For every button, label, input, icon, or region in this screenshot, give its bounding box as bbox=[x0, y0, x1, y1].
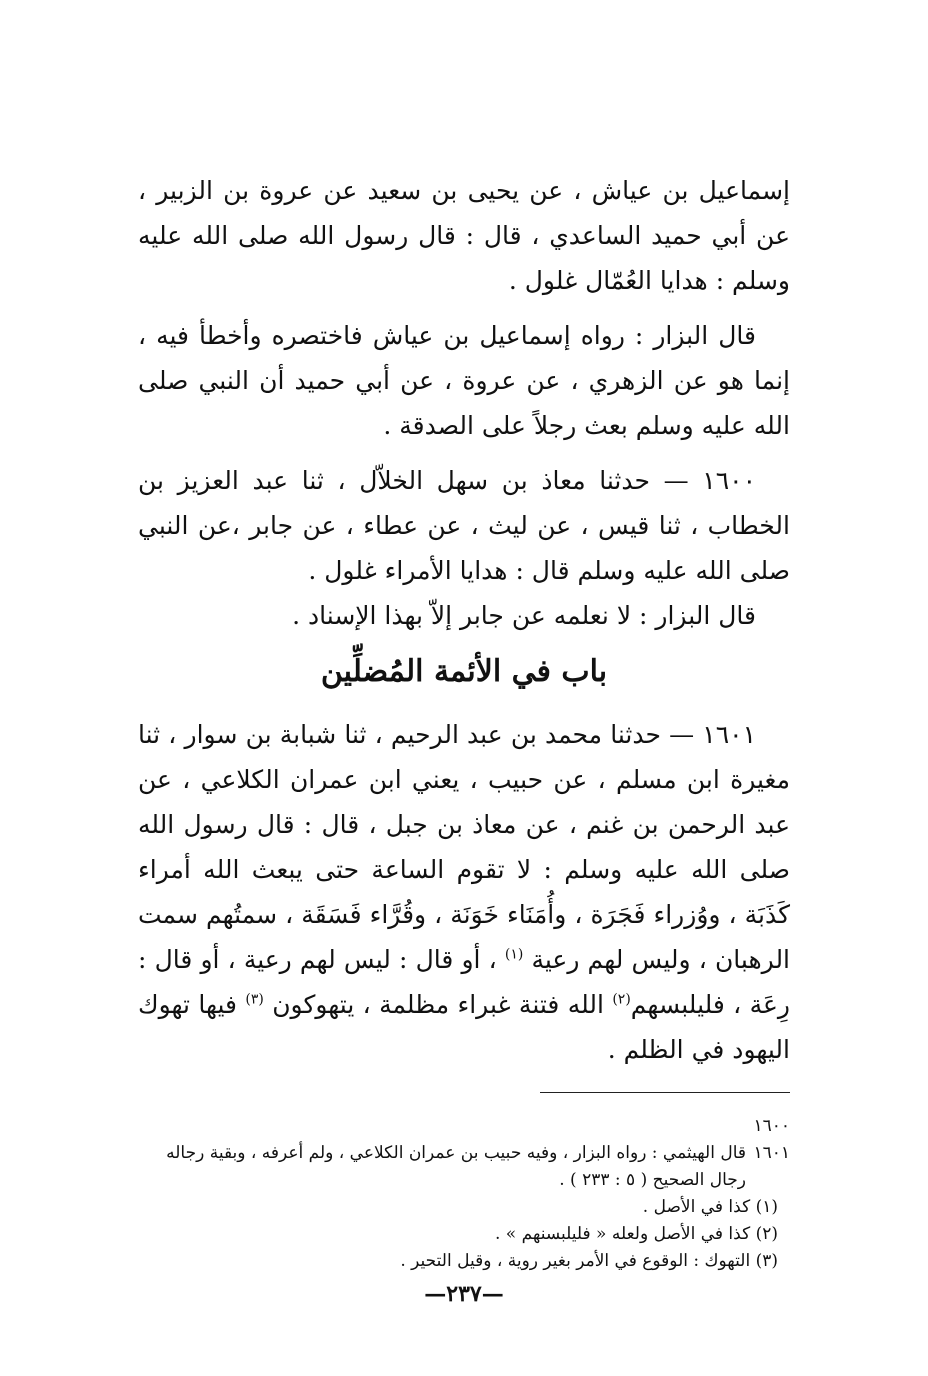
footnote-1: (١) كذا في الأصل . bbox=[642, 1197, 778, 1217]
footnote-marker-3: (٣) bbox=[245, 991, 264, 1008]
paragraph-hadith-1600: ١٦٠٠ — حدثنا معاذ بن سهل الخلاّل ، ثنا عبد العزيز بن الخطاب ، ثنا قيس ، عن ليث ، عن عطاء ، عن جابر ،عن النبي صلى الله عليه وسلم قال : هدايا الأمراء غلول . bbox=[138, 466, 790, 585]
chapter-heading: باب في الأئمة المُضلِّين bbox=[320, 654, 608, 689]
footnote-1601-number: ١٦٠١ bbox=[753, 1143, 790, 1163]
paragraph-hadith-continuation: إسماعيل بن عياش ، عن يحيى بن سعيد عن عروة بن الزبير ، عن أبي حميد الساعدي ، قال : قال رسول الله صلى الله عليه وسلم : هدايا العُمّال غلول . bbox=[138, 176, 790, 295]
footnote-separator bbox=[540, 1092, 790, 1093]
paragraph-bazzar-comment-2: قال البزار : لا نعلمه عن جابر إلاّ بهذا الإسناد . bbox=[292, 601, 756, 630]
paragraph-bazzar-comment-1: قال البزار : رواه إسماعيل بن عياش فاختصره وأخطأ فيه ، إنما هو عن الزهري ، عن عروة ، عن أبي حميد أن النبي صلى الله عليه وسلم بعث رجلاً على الصدقة . bbox=[138, 321, 790, 440]
page-content bbox=[138, 168, 790, 1307]
footnote-1601 bbox=[138, 1140, 790, 1194]
footnote-1601-text: قال الهيثمي : رواه البزار ، وفيه حبيب بن عمران الكلاعي ، ولم أعرفه ، وبقية رجاله رجال الصحيح ( ٥ : ٢٣٣ ) . bbox=[166, 1143, 746, 1190]
footnote-marker-2: (٢) bbox=[612, 991, 631, 1008]
hadith-1601-text-a: ١٦٠١ — حدثنا محمد بن عبد الرحيم ، ثنا شبابة بن سوار ، ثنا مغيرة ابن مسلم ، عن حبيب ، يعني ابن عمران الكلاعي ، عن عبد الرحمن بن غنم ، عن معاذ بن جبل ، قال : قال رسول الله صلى الله عليه وسلم : لا تقوم الساعة حتى يبعث الله أمراء كَذَبَة ، ووُزراء فَجَرَة ، وأُمَنَاء خَوَنَة ، وقُرَّاء فَسَقَة ، سمتُهم سمت الرهبان ، وليس لهم رعية bbox=[138, 720, 791, 974]
footnote-1600 bbox=[138, 1113, 790, 1140]
footnote-3: (٣) التهوك : الوقوع في الأمر بغير روية ، وقيل التحير . bbox=[400, 1251, 778, 1271]
hadith-1601-text-d: فيها تهوك اليهود في الظلم . bbox=[138, 990, 790, 1064]
paragraph-gap bbox=[138, 448, 790, 458]
footnote-1600-number: ١٦٠٠ bbox=[753, 1116, 790, 1136]
footnote-marker-1: (١) bbox=[504, 946, 524, 963]
footnote-2: (٢) كذا في الأصل ولعله « فليلبسنهم » . bbox=[494, 1224, 778, 1244]
hadith-1601-text-c: الله فتنة غبراء مظلمة ، يتهوكون bbox=[272, 990, 604, 1019]
paragraph-gap bbox=[138, 303, 790, 313]
paragraph-hadith-1601 bbox=[138, 712, 790, 1072]
page-number: —٢٣٧— bbox=[424, 1281, 504, 1307]
hadith-1601-text-b: ، أو قال : ليس لهم رعية ، أو قال : رِعَة ، فليلبسهم bbox=[138, 945, 790, 1019]
